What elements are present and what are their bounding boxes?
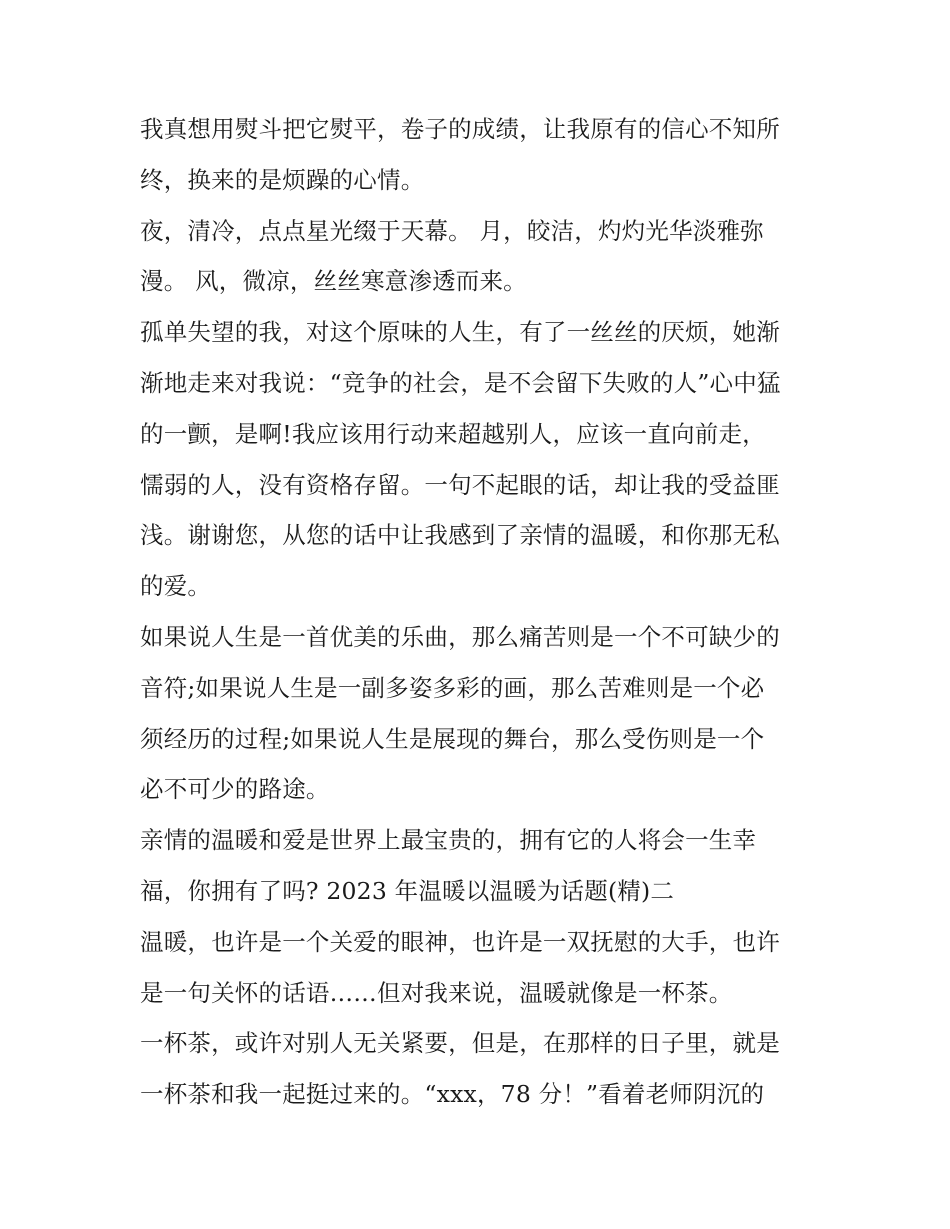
paragraph-6 xyxy=(140,917,820,1019)
paragraph-line: 温暖，也许是一个关爱的眼神，也许是一双抚慰的大手，也许 xyxy=(140,927,780,956)
paragraph-line: 终，换来的是烦躁的心情。 xyxy=(140,165,425,194)
paragraph-line: 渐地走来对我说：“竞争的社会，是不会留下失败的人”心中猛 xyxy=(140,368,781,397)
paragraph-line: 漫。 风，微凉，丝丝寒意渗透而来。 xyxy=(140,267,527,296)
paragraph-3 xyxy=(140,307,820,612)
document-body xyxy=(140,104,820,1120)
paragraph-7 xyxy=(140,1018,820,1120)
paragraph-line: 福，你拥有了吗? 2023 年温暖以温暖为话题(精)二 xyxy=(140,876,675,905)
paragraph-1 xyxy=(140,104,820,206)
paragraph-line: 须经历的过程;如果说人生是展现的舞台，那么受伤则是一个 xyxy=(140,724,765,753)
paragraph-line: 的一颤，是啊!我应该用行动来超越别人，应该一直向前走， xyxy=(140,419,766,448)
paragraph-line: 一杯茶，或许对别人无关紧要，但是，在那样的日子里，就是 xyxy=(140,1029,780,1058)
paragraph-2 xyxy=(140,206,820,308)
paragraph-5 xyxy=(140,815,820,917)
paragraph-4 xyxy=(140,612,820,815)
paragraph-line: 亲情的温暖和爱是世界上最宝贵的，拥有它的人将会一生幸 xyxy=(140,826,757,855)
paragraph-line: 孤单失望的我，对这个原味的人生，有了一丝丝的厌烦，她渐 xyxy=(140,318,780,347)
paragraph-line: 如果说人生是一首优美的乐曲，那么痛苦则是一个不可缺少的 xyxy=(140,622,780,651)
paragraph-line: 必不可少的路途。 xyxy=(140,775,330,804)
paragraph-line: 音符;如果说人生是一副多姿多彩的画，那么苦难则是一个必 xyxy=(140,673,765,702)
paragraph-line: 浅。谢谢您，从您的话中让我感到了亲情的温暖，和你那无私 xyxy=(140,521,780,550)
paragraph-line: 的爱。 xyxy=(140,572,212,601)
paragraph-line: 是一句关怀的话语……但对我来说，温暖就像是一杯茶。 xyxy=(140,978,733,1007)
paragraph-line: 懦弱的人，没有资格存留。一句不起眼的话，却让我的受益匪 xyxy=(140,470,780,499)
paragraph-line: 一杯茶和我一起挺过来的。“xxx，78 分！”看着老师阴沉的 xyxy=(140,1080,765,1109)
paragraph-line: 我真想用熨斗把它熨平，卷子的成绩，让我原有的信心不知所 xyxy=(140,115,780,143)
paragraph-line: 夜，清冷，点点星光缀于天幕。 月，皎洁，灼灼光华淡雅弥 xyxy=(140,216,764,245)
